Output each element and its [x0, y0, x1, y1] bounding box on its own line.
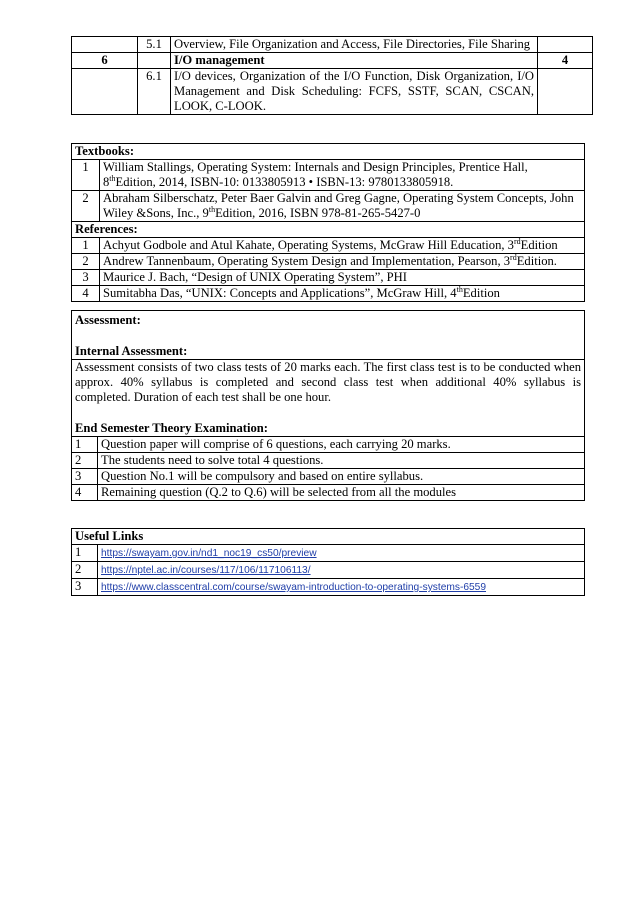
exam-rule-row: [72, 437, 585, 453]
internal-assessment-text: Assessment consists of two class tests of 20 marks each. The first class test is to be conducted when approx. 40% syllabus is completed and second class test when additional 40% syllabus is completed. Duration of each test shall be one hour.: [75, 360, 582, 404]
hours-cell: [538, 37, 593, 53]
link-cell: [98, 545, 585, 562]
assessment-heading: Assessment:: [75, 313, 141, 327]
exam-rule-number: 4: [72, 485, 98, 501]
textbook-row: [72, 160, 585, 191]
exam-rule-text: Remaining question (Q.2 to Q.6) will be selected from all the modules: [98, 485, 585, 501]
link-swayam[interactable]: https://swayam.gov.in/nd1_noc19_cs50/preview: [101, 548, 317, 559]
link-cell: [98, 579, 585, 596]
useful-links-table: [71, 528, 585, 596]
reference-number: 4: [72, 286, 100, 302]
link-classcentral[interactable]: https://www.classcentral.com/course/swayam-introduction-to-operating-systems-6559: [101, 582, 487, 593]
exam-rule-row: [72, 469, 585, 485]
syllabus-table: [71, 36, 593, 115]
subtopic-number: [138, 53, 171, 69]
module-row: [72, 53, 593, 69]
textbooks-heading: Textbooks:: [72, 144, 585, 160]
assessment-block: [72, 311, 585, 360]
link-number: 1: [72, 545, 98, 562]
reference-number: 2: [72, 254, 100, 270]
textbook-number: 1: [72, 160, 100, 191]
subtopic-text: I/O devices, Organization of the I/O Function, Disk Organization, I/O Management and Disk Scheduling: FCFS, SSTF, SCAN, CSCAN, LOOK, C-LOOK.: [171, 69, 538, 115]
reference-text: Andrew Tannenbaum, Operating System Design and Implementation, Pearson, 3rdEdition.: [100, 254, 585, 270]
reference-text: Maurice J. Bach, “Design of UNIX Operating System”, PHI: [100, 270, 585, 286]
reference-row: [72, 270, 585, 286]
exam-rule-text: Question paper will comprise of 6 questions, each carrying 20 marks.: [98, 437, 585, 453]
textbook-row: [72, 191, 585, 222]
exam-rule-number: 1: [72, 437, 98, 453]
reference-row: [72, 254, 585, 270]
exam-rule-row: [72, 485, 585, 501]
link-number: 2: [72, 562, 98, 579]
exam-rule-row: [72, 453, 585, 469]
subtopic-number: 6.1: [138, 69, 171, 115]
link-cell: [98, 562, 585, 579]
link-row: [72, 562, 585, 579]
syllabus-row: [72, 69, 593, 115]
useful-links-heading: Useful Links: [72, 529, 585, 545]
module-hours: 4: [538, 53, 593, 69]
assessment-table: [71, 310, 585, 501]
hours-cell: [538, 69, 593, 115]
reference-number: 3: [72, 270, 100, 286]
link-number: 3: [72, 579, 98, 596]
module-cell: [72, 37, 138, 53]
module-title: I/O management: [171, 53, 538, 69]
reference-row: [72, 238, 585, 254]
exam-rule-number: 2: [72, 453, 98, 469]
exam-rule-text: Question No.1 will be compulsory and based on entire syllabus.: [98, 469, 585, 485]
internal-assessment-heading: Internal Assessment:: [75, 344, 188, 358]
references-heading: References:: [72, 222, 585, 238]
textbook-text: William Stallings, Operating System: Internals and Design Principles, Prentice Hall, 8thEdition, 2014, ISBN-10: 0133805913 • ISBN-13: 9780133805918.: [100, 160, 585, 191]
textbook-text: Abraham Silberschatz, Peter Baer Galvin and Greg Gagne, Operating System Concepts, John Wiley &Sons, Inc., 9thEdition, 2016, ISBN 978-81-265-5427-0: [100, 191, 585, 222]
end-sem-heading: End Semester Theory Examination:: [75, 421, 268, 435]
link-nptel[interactable]: https://nptel.ac.in/courses/117/106/117106113/: [101, 565, 311, 576]
syllabus-row: [72, 37, 593, 53]
exam-rule-text: The students need to solve total 4 questions.: [98, 453, 585, 469]
reference-text: Sumitabha Das, “UNIX: Concepts and Applications”, McGraw Hill, 4thEdition: [100, 286, 585, 302]
subtopic-text: Overview, File Organization and Access, File Directories, File Sharing: [171, 37, 538, 53]
module-number: 6: [72, 53, 138, 69]
reference-number: 1: [72, 238, 100, 254]
link-row: [72, 545, 585, 562]
module-cell: [72, 69, 138, 115]
link-row: [72, 579, 585, 596]
exam-rule-number: 3: [72, 469, 98, 485]
end-sem-block: [72, 360, 585, 437]
reference-row: [72, 286, 585, 302]
reference-text: Achyut Godbole and Atul Kahate, Operating Systems, McGraw Hill Education, 3rdEdition: [100, 238, 585, 254]
textbook-number: 2: [72, 191, 100, 222]
subtopic-number: 5.1: [138, 37, 171, 53]
books-table: [71, 143, 585, 302]
